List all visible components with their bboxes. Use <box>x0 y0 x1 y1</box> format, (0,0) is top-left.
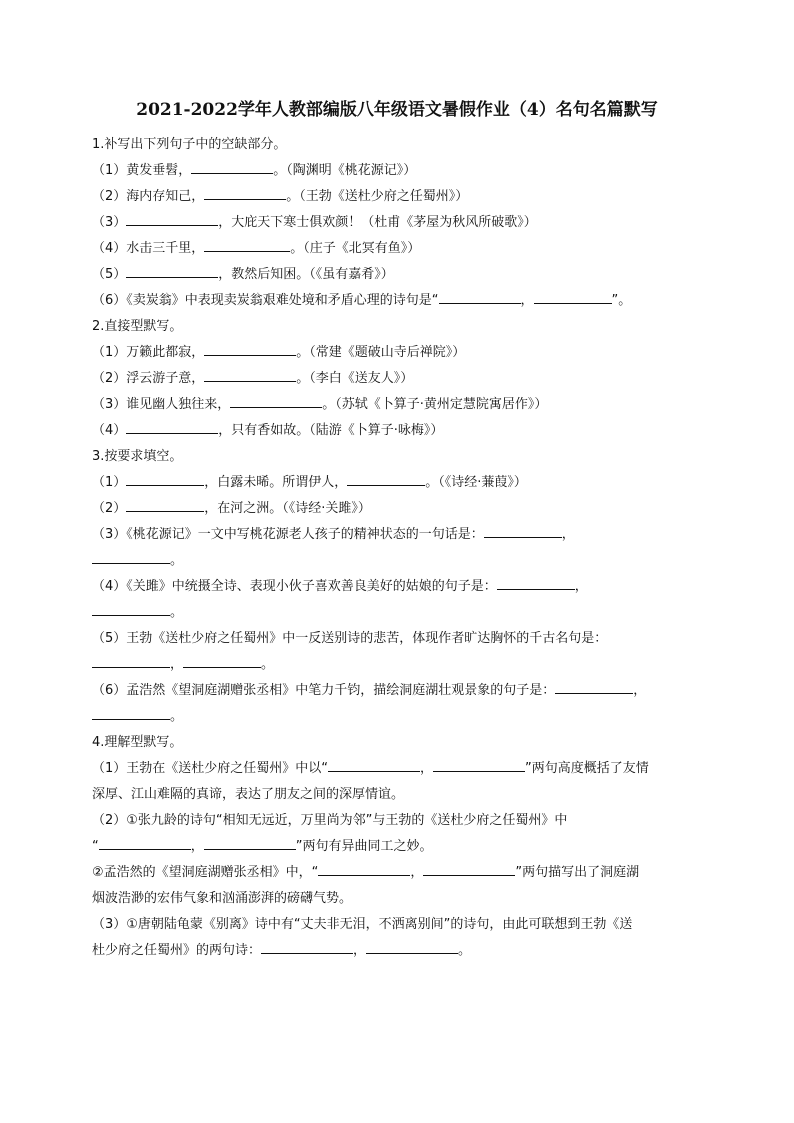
answer-blank[interactable] <box>484 523 562 538</box>
q3-item-6-cont: 。 <box>92 704 702 730</box>
answer-blank[interactable] <box>126 263 218 278</box>
q4-item-4-cont: 杜少府之任蜀州》的两句诗： ， 。 <box>92 938 702 964</box>
q1-heading: 1.补写出下列句子中的空缺部分。 <box>92 137 287 152</box>
answer-blank[interactable] <box>328 757 420 772</box>
q3-item-5: （5）王勃《送杜少府之任蜀州》中一反送别诗的悲苦，体现作者旷达胸怀的千古名句是： <box>92 631 608 646</box>
answer-blank[interactable] <box>204 185 286 200</box>
answer-blank[interactable] <box>126 211 218 226</box>
answer-blank[interactable] <box>497 575 575 590</box>
q3-item-6: （6）孟浩然《望洞庭湖赠张丞相》中笔力千钧，描绘洞庭湖壮观景象的句子是： ， <box>92 678 702 704</box>
q1-item-3: （3） ，大庇天下寒士俱欢颜！（杜甫《茅屋为秋风所破歌》） <box>92 210 702 236</box>
q3-item-4: （4）《关雎》中统摄全诗、表现小伙子喜欢善良美好的姑娘的句子是： ， <box>92 574 702 600</box>
q4-item-2: （2）①张九龄的诗句“相知无远近，万里尚为邻”与王勃的《送杜少府之任蜀州》中 <box>92 813 568 828</box>
q3-heading: 3.按要求填空。 <box>92 449 183 464</box>
q2-item-1: （1）万籁此都寂， 。（常建《题破山寺后禅院》） <box>92 340 702 366</box>
q3-item-3-cont: 。 <box>92 548 702 574</box>
answer-blank[interactable] <box>555 679 633 694</box>
answer-blank[interactable] <box>92 601 170 616</box>
q4-item-3: ②孟浩然的《望洞庭湖赠张丞相》中，“ ， ”两句描写出了洞庭湖 <box>92 860 702 886</box>
answer-blank[interactable] <box>126 419 218 434</box>
answer-blank[interactable] <box>92 549 170 564</box>
q4-item-2-cont: “ ， ”两句有异曲同工之妙。 <box>92 834 702 860</box>
answer-blank[interactable] <box>261 939 353 954</box>
answer-blank[interactable] <box>534 289 612 304</box>
answer-blank[interactable] <box>439 289 521 304</box>
q4-heading: 4.理解型默写。 <box>92 735 183 750</box>
answer-blank[interactable] <box>423 861 515 876</box>
q2-heading: 2.直接型默写。 <box>92 319 183 334</box>
q1-item-2: （2）海内存知己， 。（王勃《送杜少府之任蜀州》） <box>92 184 702 210</box>
answer-blank[interactable] <box>191 159 273 174</box>
q2-item-3: （3）谁见幽人独往来， 。（苏轼《卜算子·黄州定慧院寓居作》） <box>92 392 702 418</box>
q3-item-5-cont: ， 。 <box>92 652 702 678</box>
q4-item-1: （1）王勃在《送杜少府之任蜀州》中以“ ， ”两句高度概括了友情 <box>92 756 702 782</box>
answer-blank[interactable] <box>318 861 410 876</box>
answer-blank[interactable] <box>99 835 191 850</box>
q1-item-5: （5） ，教然后知困。（《虽有嘉肴》） <box>92 262 702 288</box>
answer-blank[interactable] <box>204 237 290 252</box>
answer-blank[interactable] <box>92 705 170 720</box>
answer-blank[interactable] <box>183 653 261 668</box>
q4-item-4: （3）①唐朝陆龟蒙《别离》诗中有“丈夫非无泪，不洒离别间”的诗句，由此可联想到王勃《送 <box>92 917 633 932</box>
answer-blank[interactable] <box>347 471 425 486</box>
q2-item-4: （4） ，只有香如故。（陆游《卜算子·咏梅》） <box>92 418 702 444</box>
answer-blank[interactable] <box>204 367 296 382</box>
answer-blank[interactable] <box>230 393 322 408</box>
answer-blank[interactable] <box>126 471 204 486</box>
q3-item-4-cont: 。 <box>92 600 702 626</box>
answer-blank[interactable] <box>433 757 525 772</box>
q4-item-1-cont: 深厚、江山难隔的真谛，表达了朋友之间的深厚情谊。 <box>92 787 405 802</box>
answer-blank[interactable] <box>366 939 458 954</box>
q3-item-1: （1） ，白露未晞。所谓伊人， 。（《诗经·蒹葭》） <box>92 470 702 496</box>
answer-blank[interactable] <box>126 497 204 512</box>
q3-item-3: （3）《桃花源记》一文中写桃花源老人孩子的精神状态的一句话是： ， <box>92 522 702 548</box>
answer-blank[interactable] <box>204 341 296 356</box>
q1-item-4: （4）水击三千里， 。（庄子《北冥有鱼》） <box>92 236 702 262</box>
q2-item-2: （2）浮云游子意， 。（李白《送友人》） <box>92 366 702 392</box>
q4-item-3-cont: 烟波浩渺的宏伟气象和汹涌澎湃的磅礴气势。 <box>92 891 353 906</box>
answer-blank[interactable] <box>92 653 170 668</box>
q1-item-6: （6）《卖炭翁》中表现卖炭翁艰难处境和矛盾心理的诗句是“ ， ”。 <box>92 288 702 314</box>
q3-item-2: （2） ，在河之洲。（《诗经·关雎》） <box>92 496 702 522</box>
answer-blank[interactable] <box>204 835 296 850</box>
q1-item-1: （1）黄发垂髫， 。（陶渊明《桃花源记》） <box>92 158 702 184</box>
page-title: 2021-2022学年人教部编版八年级语文暑假作业（4）名句名篇默写 <box>136 100 658 120</box>
